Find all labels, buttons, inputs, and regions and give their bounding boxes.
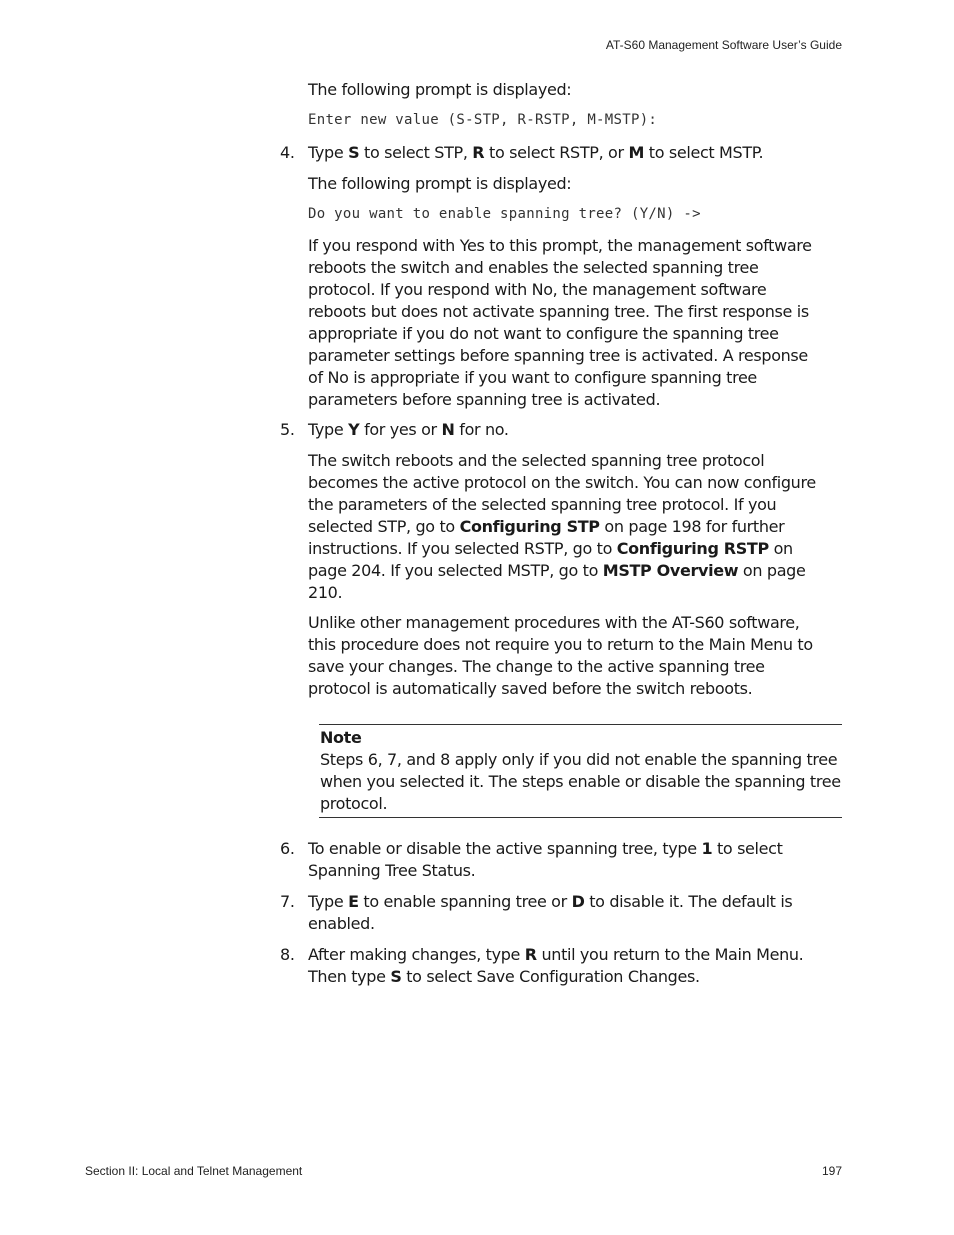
prompt-intro-2: The following prompt is displayed:	[308, 174, 572, 193]
step-number: 6.	[280, 839, 295, 858]
step-number: 7.	[280, 892, 295, 911]
step-number: 4.	[280, 143, 295, 162]
note-text: Steps 6, 7, and 8 apply only if you did not enable the spanning tree when you selected it. The steps enable or disable the spanning tree protocol.	[320, 750, 841, 813]
xref-mstp-overview[interactable]: MSTP Overview	[602, 561, 739, 580]
step-number: 8.	[280, 945, 295, 964]
step-text: To enable or disable the active spanning tree, type 1 to select Spanning Tree Status.	[308, 839, 783, 880]
xref-configuring-stp[interactable]: Configuring STP	[459, 517, 600, 536]
step-5-paragraph: The switch reboots and the selected spanning tree protocol becomes the active protocol on the switch. You can now configure the parameters of the selected spanning tree protocol. If you selected STP, go to Configuring STP on page 198 for further instructions. If you selected RSTP, go to Configuring RSTP on page 204. If you selected MSTP, go to MSTP Overview on page 210.	[308, 451, 816, 602]
step-text: After making changes, type R until you return to the Main Menu. Then type S to select Save Configuration Changes.	[308, 945, 804, 986]
step-5-paragraph-2: Unlike other management procedures with the AT-S60 software, this procedure does not require you to return to the Main Menu to save your changes. The change to the active spanning tree protocol is automatically saved before the switch reboots.	[308, 613, 813, 698]
step-4-paragraph: If you respond with Yes to this prompt, the management software reboots the switch and enables the selected spanning tree protocol. If you respond with No, the management software reboots but does not activate spanning tree. The first response is appropriate if you do not want to configure the spanning tree parameter settings before spanning tree is activated. A response of No is appropriate if you want to configure spanning tree parameters before spanning tree is activated.	[308, 236, 812, 409]
footer-section: Section II: Local and Telnet Management	[85, 1164, 303, 1178]
running-header: AT-S60 Management Software User’s Guide	[605, 38, 842, 52]
step-text: Type Y for yes or N for no.	[308, 420, 509, 439]
code-prompt-enable-stp: Do you want to enable spanning tree? (Y/N) ->	[308, 206, 701, 222]
note-box	[319, 724, 842, 818]
step-text: Type S to select STP, R to select RSTP, or M to select MSTP.	[308, 143, 764, 162]
step-text: Type E to enable spanning tree or D to disable it. The default is enabled.	[308, 892, 793, 933]
code-prompt-new-value: Enter new value (S-STP, R-RSTP, M-MSTP):	[308, 112, 658, 128]
prompt-intro: The following prompt is displayed:	[308, 80, 572, 99]
page-number: 197	[821, 1164, 842, 1178]
note-title: Note	[320, 728, 362, 747]
xref-configuring-rstp[interactable]: Configuring RSTP	[616, 539, 769, 558]
step-number: 5.	[280, 420, 295, 439]
